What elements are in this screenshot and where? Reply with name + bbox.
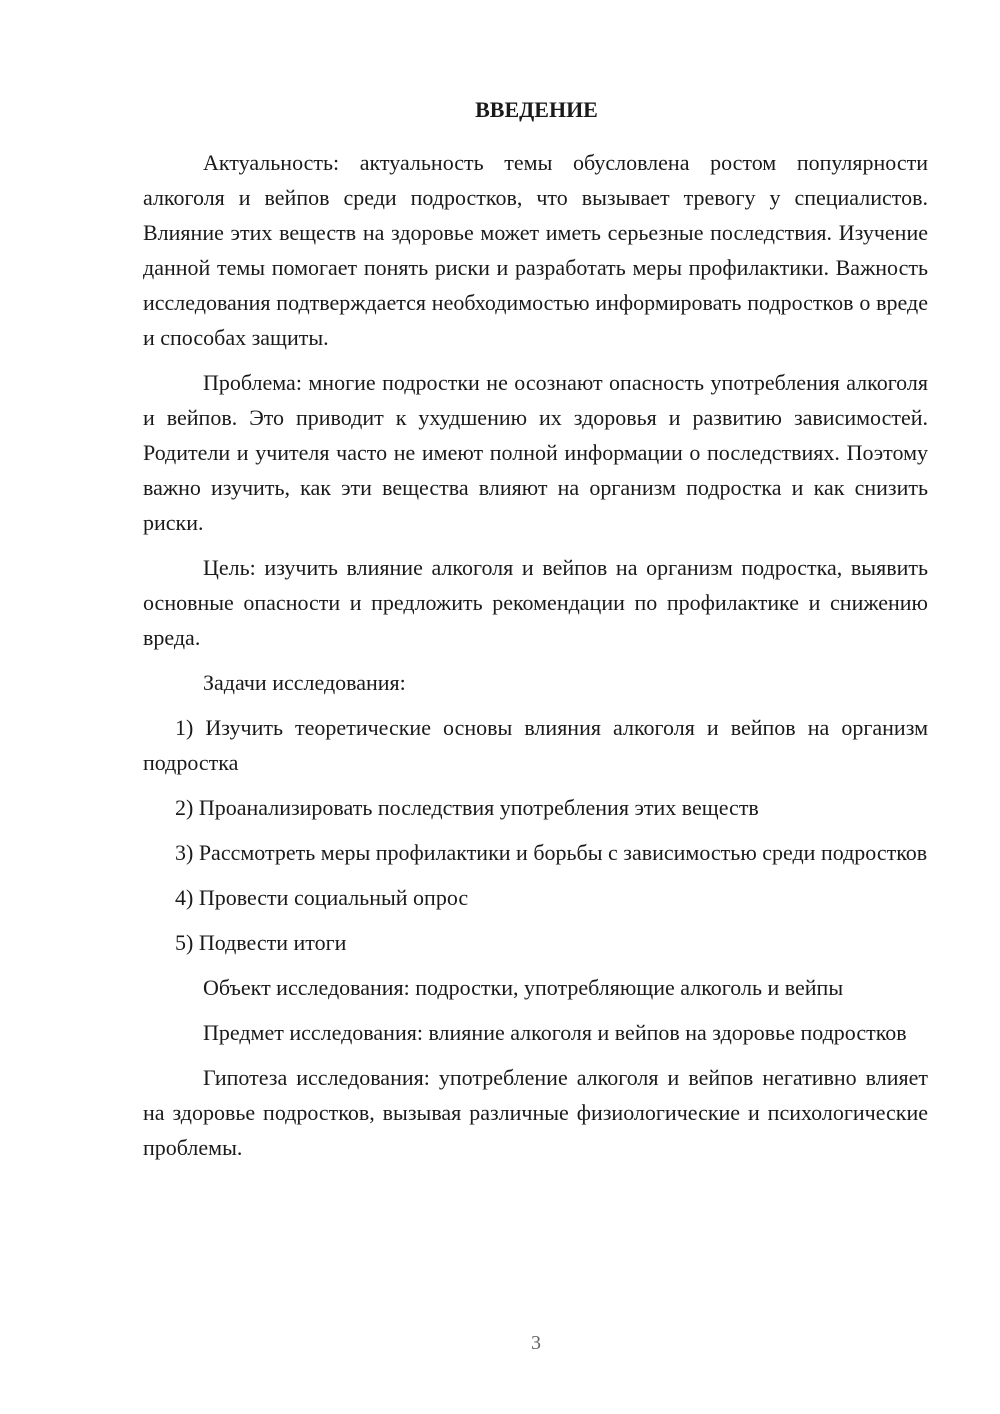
paragraph-subject: Предмет исследования: влияние алкоголя и вейпов на здоровье подростков: [203, 1020, 907, 1045]
task-item-3: 3) Рассмотреть меры профилактики и борьбы с зависимостью среди подростков: [175, 840, 928, 865]
paragraph-relevance: Актуальность: актуальность темы обусловлена ростом популярности алкоголя и вейпов среди подростков, что вызывает тревогу у специалистов. Влияние этих веществ на здоровье может иметь серьезные последствия. Изучение данной темы помогает понять риски и разработать меры профилактики. Важность исследования подтверждается необходимостью информировать подростков о вреде и способах защиты.: [143, 150, 928, 350]
paragraph-problem: Проблема: многие подростки не осознают опасность употребления алкоголя и вейпов. Это приводит к ухудшению их здоровья и развитию зависимостей. Родители и учителя часто не имеют полной информации о последствиях. Поэтому важно изучить, как эти вещества влияют на организм подростка и как снизить риски.: [143, 370, 928, 535]
document-page: [143, 95, 928, 1175]
page-title: ВВЕДЕНИЕ: [475, 97, 598, 122]
task-item-2: 2) Проанализировать последствия употребления этих веществ: [175, 795, 759, 820]
tasks-heading: Задачи исследования:: [203, 670, 406, 695]
task-item-4: 4) Провести социальный опрос: [175, 885, 469, 910]
task-item-5: 5) Подвести итоги: [175, 930, 347, 955]
paragraph-goal: Цель: изучить влияние алкоголя и вейпов на организм подростка, выявить основные опасности и предложить рекомендации по профилактике и снижению вреда.: [143, 555, 928, 650]
paragraph-object: Объект исследования: подростки, употребляющие алкоголь и вейпы: [203, 975, 844, 1000]
paragraph-hypothesis: Гипотеза исследования: употребление алкоголя и вейпов негативно влияет на здоровье подростков, вызывая различные физиологические и психологические проблемы.: [143, 1065, 928, 1160]
page-number: 3: [531, 1332, 541, 1354]
task-item-1: 1) Изучить теоретические основы влияния алкоголя и вейпов на организм подростка: [143, 715, 928, 775]
